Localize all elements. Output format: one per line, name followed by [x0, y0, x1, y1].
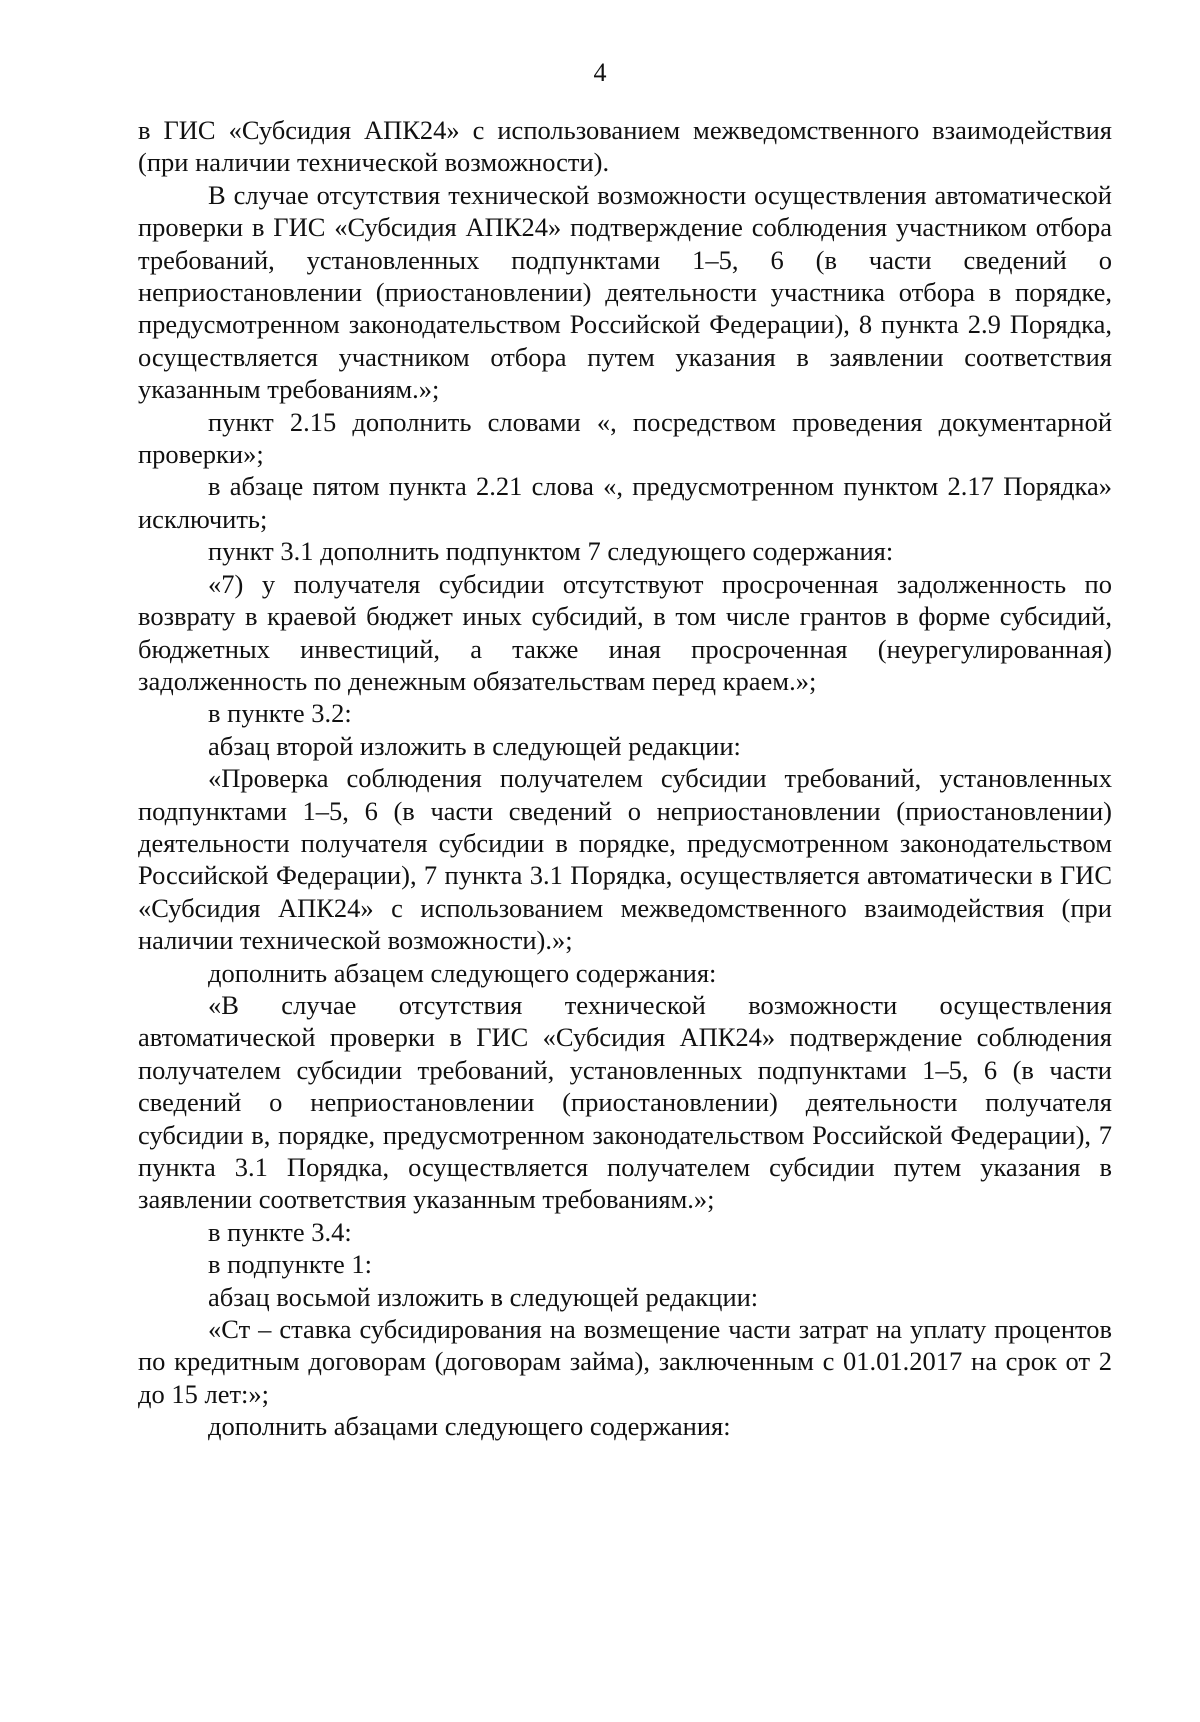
paragraph: В случае отсутствия технической возможности осуществления автоматической проверки в ГИС «Субсидия АПК24» подтверждение соблюдения участником отбора требований, установленных подпунктами 1–5, 6 (в части сведений о неприостановлении (приостановлении) деятельности участника отбора в порядке, предусмотренном законодательством Российской Федерации), 8 пункта 2.9 Порядка, осуществляется участником отбора путем указания в заявлении соответствия указанным требованиям.»;	[138, 179, 1112, 405]
document-body	[138, 114, 1112, 1443]
paragraph: в ГИС «Субсидия АПК24» с использованием межведомственного взаимодействия (при наличии технической возможности).	[138, 115, 1112, 178]
paragraph: в абзаце пятом пункта 2.21 слова «, предусмотренном пунктом 2.17 Порядка» исключить;	[138, 471, 1112, 534]
paragraph: пункт 2.15 дополнить словами «, посредством проведения документарной проверки»;	[138, 406, 1112, 470]
paragraph: пункт 3.1 дополнить подпунктом 7 следующего содержания:	[208, 536, 894, 567]
paragraph: «Проверка соблюдения получателем субсидии требований, установленных подпунктами 1–5, 6 (в части сведений о неприостановлении (приостановлении) деятельности получателя субсидии в порядке, предусмотренном законодательством Российской Федерации), 7 пункта 3.1 Порядка, осуществляется автоматически в ГИС «Субсидия АПК24» с использованием межведомственного взаимодействия (при наличии технической возможности).»;	[138, 763, 1112, 956]
page-number: 4	[593, 58, 607, 87]
paragraph: в подпункте 1:	[208, 1249, 373, 1280]
paragraph: абзац второй изложить в следующей редакции:	[208, 730, 741, 761]
paragraph: абзац восьмой изложить в следующей редакции:	[208, 1281, 759, 1312]
paragraph: «7) у получателя субсидии отсутствуют просроченная задолженность по возврату в краевой бюджет иных субсидий, в том числе грантов в форме субсидий, бюджетных инвестиций, а также иная просроченная (неурегулированная) задолженность по денежным обязательствам перед краем.»;	[138, 568, 1112, 696]
paragraph: в пункте 3.2:	[208, 698, 352, 729]
paragraph: «В случае отсутствия технической возможности осуществления автоматической проверки в ГИС «Субсидия АПК24» подтверждение соблюдения получателем субсидии требований, установленных подпунктами 1–5, 6 (в части сведений о неприостановлении (приостановлении) деятельности получателя субсидии в, порядке, предусмотренном законодательством Российской Федерации), 7 пункта 3.1 Порядка, осуществляется получателем субсидии путем указания в заявлении соответствия указанным требованиям.»;	[138, 989, 1112, 1215]
paragraph: дополнить абзацем следующего содержания:	[208, 957, 717, 988]
paragraph: дополнить абзацами следующего содержания:	[208, 1411, 731, 1442]
paragraph: в пункте 3.4:	[208, 1216, 352, 1247]
paragraph: «Ст – ставка субсидирования на возмещение части затрат на уплату процентов по кредитным договорам (договорам займа), заключенным с 01.01.2017 на срок от 2 до 15 лет:»;	[138, 1314, 1112, 1409]
